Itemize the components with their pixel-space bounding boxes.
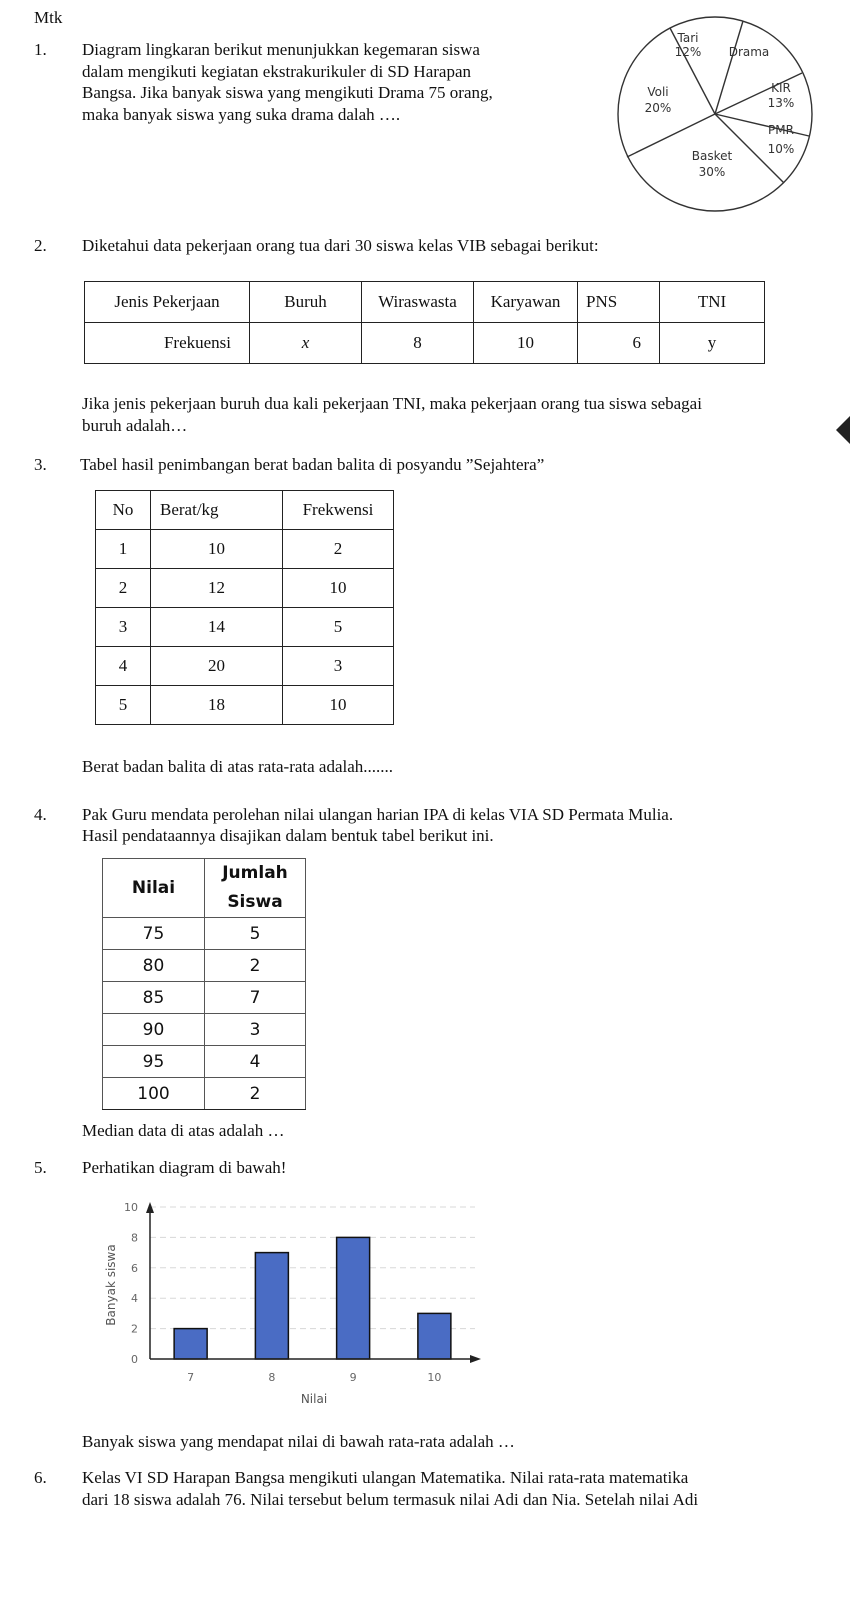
question-2-number: 2. — [34, 236, 47, 255]
table-cell: 10 — [151, 530, 283, 569]
table-cell: 14 — [151, 608, 283, 647]
table-cell: 5 — [205, 918, 306, 950]
question-5-text: Banyak siswa yang mendapat nilai di bawah rata-rata adalah … — [82, 1432, 515, 1451]
question-1-line-4: maka banyak siswa yang suka drama dalah …. — [82, 105, 401, 124]
table-cell: 20 — [151, 647, 283, 686]
table-cell: TNI — [660, 282, 765, 323]
table-cell — [205, 859, 306, 918]
table-row — [85, 282, 765, 323]
y-axis-label: Banyak siswa — [104, 1244, 118, 1326]
table-row — [103, 950, 306, 982]
table-row — [103, 1078, 306, 1110]
table-cell: 90 — [103, 1014, 205, 1046]
table-row — [103, 982, 306, 1014]
question-6-number: 6. — [34, 1468, 47, 1487]
table-row — [96, 647, 394, 686]
pie-label-drama: Drama — [728, 45, 770, 59]
pie-label-basket: Basket — [691, 149, 733, 163]
table-cell: 10 — [283, 569, 394, 608]
table-row — [103, 1046, 306, 1078]
table-cell: Berat/kg — [151, 491, 283, 530]
question-1-line-2: dalam mengikuti kegiatan ekstrakurikuler di SD Harapan — [82, 62, 471, 81]
table-cell: 2 — [205, 950, 306, 982]
weight-table — [95, 490, 394, 725]
table-cell: 3 — [96, 608, 151, 647]
pie-label-pmr: PMR — [768, 123, 794, 137]
question-5-number: 5. — [34, 1158, 47, 1177]
question-4-line-1: Pak Guru mendata perolehan nilai ulangan harian IPA di kelas VIA SD Permata Mulia. — [82, 805, 674, 824]
table-cell: 6 — [578, 323, 660, 364]
bar-chart — [95, 1195, 495, 1420]
score-table — [102, 858, 306, 1110]
table-cell: 10 — [474, 323, 578, 364]
header-jumlah: Jumlah — [222, 863, 288, 883]
pie-pct-pmr: 10% — [767, 142, 795, 156]
question-2-intro: Diketahui data pekerjaan orang tua dari 30 siswa kelas VIB sebagai berikut: — [82, 236, 599, 255]
table-cell: 10 — [283, 686, 394, 725]
y-tick-label: 6 — [131, 1261, 138, 1275]
x-axis-label: Nilai — [300, 1392, 328, 1406]
x-tick-label: 9 — [349, 1371, 357, 1384]
table-cell: 80 — [103, 950, 205, 982]
question-4-number: 4. — [34, 805, 47, 824]
x-tick-label: 10 — [427, 1371, 442, 1384]
table-cell: y — [660, 323, 765, 364]
table-cell: 4 — [96, 647, 151, 686]
table-row — [103, 918, 306, 950]
bar-8 — [255, 1253, 288, 1359]
pie-divider-tari-drama — [715, 21, 743, 114]
table-cell: 4 — [205, 1046, 306, 1078]
table-cell: 100 — [103, 1078, 205, 1110]
x-tick-label: 8 — [268, 1371, 276, 1384]
table-cell: 18 — [151, 686, 283, 725]
table-cell: 3 — [283, 647, 394, 686]
table-cell: 5 — [283, 608, 394, 647]
question-4-line-2: Hasil pendataannya disajikan dalam bentuk tabel berikut ini. — [82, 826, 494, 845]
y-tick-label: 10 — [124, 1201, 138, 1214]
table-row — [103, 1014, 306, 1046]
question-1-line-3: Bangsa. Jika banyak siswa yang mengikuti Drama 75 orang, — [82, 83, 493, 102]
table-cell: PNS — [578, 282, 660, 323]
pie-pct-basket: 30% — [698, 165, 726, 179]
table-cell: 85 — [103, 982, 205, 1014]
pie-label-kir: KIR — [771, 81, 791, 95]
occupation-table — [84, 281, 765, 364]
table-cell: 2 — [96, 569, 151, 608]
pie-label-voli: Voli — [647, 85, 669, 99]
question-3-number: 3. — [34, 455, 47, 474]
table-row — [85, 323, 765, 364]
table-cell: Buruh — [250, 282, 362, 323]
question-6-line-1: Kelas VI SD Harapan Bangsa mengikuti ulangan Matematika. Nilai rata-rata matematika — [82, 1468, 689, 1487]
pie-pct-tari: 12% — [674, 45, 702, 59]
y-tick-label: 8 — [131, 1231, 138, 1245]
table-cell: 1 — [96, 530, 151, 569]
table-cell: 8 — [362, 323, 474, 364]
bar-7 — [174, 1329, 207, 1359]
question-2-line-1: Jika jenis pekerjaan buruh dua kali pekerjaan TNI, maka pekerjaan orang tua siswa sebagai — [82, 394, 702, 413]
table-cell: Frekwensi — [283, 491, 394, 530]
table-cell: x — [250, 323, 362, 364]
question-2-line-2: buruh adalah… — [82, 416, 188, 435]
y-tick-label: 2 — [131, 1322, 138, 1336]
table-cell: 95 — [103, 1046, 205, 1078]
table-row — [96, 491, 394, 530]
x-tick-label: 7 — [187, 1371, 195, 1384]
question-4-text: Median data di atas adalah … — [82, 1121, 285, 1140]
bar-9 — [337, 1237, 370, 1359]
question-6-line-2: dari 18 siswa adalah 76. Nilai tersebut belum termasuk nilai Adi dan Nia. Setelah nilai Adi — [82, 1490, 699, 1509]
y-tick-label: 4 — [131, 1292, 138, 1306]
page-title: Mtk — [34, 8, 63, 27]
table-row — [96, 569, 394, 608]
table-row — [96, 686, 394, 725]
table-row — [96, 608, 394, 647]
table-cell: No — [96, 491, 151, 530]
pie-pct-kir: 13% — [767, 96, 795, 110]
question-5-intro: Perhatikan diagram di bawah! — [82, 1158, 287, 1177]
pie-pct-voli: 20% — [644, 101, 672, 115]
table-cell: 7 — [205, 982, 306, 1014]
table-cell: 12 — [151, 569, 283, 608]
pie-label-tari: Tari — [677, 31, 699, 45]
table-row — [96, 530, 394, 569]
bar-10 — [418, 1313, 451, 1359]
pie-chart — [615, 10, 830, 215]
table-cell: 75 — [103, 918, 205, 950]
table-cell: 5 — [96, 686, 151, 725]
table-cell: 2 — [283, 530, 394, 569]
question-3-intro: Tabel hasil penimbangan berat badan balita di posyandu ”Sejahtera” — [80, 455, 545, 474]
table-cell: Frekuensi — [85, 323, 250, 364]
table-cell: Nilai — [103, 859, 205, 918]
header-siswa: Siswa — [227, 892, 283, 912]
table-cell: 2 — [205, 1078, 306, 1110]
table-cell: Wiraswasta — [362, 282, 474, 323]
table-row — [103, 859, 306, 918]
table-cell: Jenis Pekerjaan — [85, 282, 250, 323]
x-axis-arrow-icon — [470, 1355, 481, 1363]
question-1-number: 1. — [34, 40, 47, 59]
question-3-text: Berat badan balita di atas rata-rata adalah....... — [82, 757, 394, 776]
collapse-handle-icon[interactable] — [836, 416, 850, 444]
question-1-line-1: Diagram lingkaran berikut menunjukkan kegemaran siswa — [82, 40, 480, 59]
table-cell: Karyawan — [474, 282, 578, 323]
pie-divider-kir-pmr — [715, 114, 809, 136]
table-cell: 3 — [205, 1014, 306, 1046]
y-tick-label: 0 — [131, 1353, 138, 1366]
